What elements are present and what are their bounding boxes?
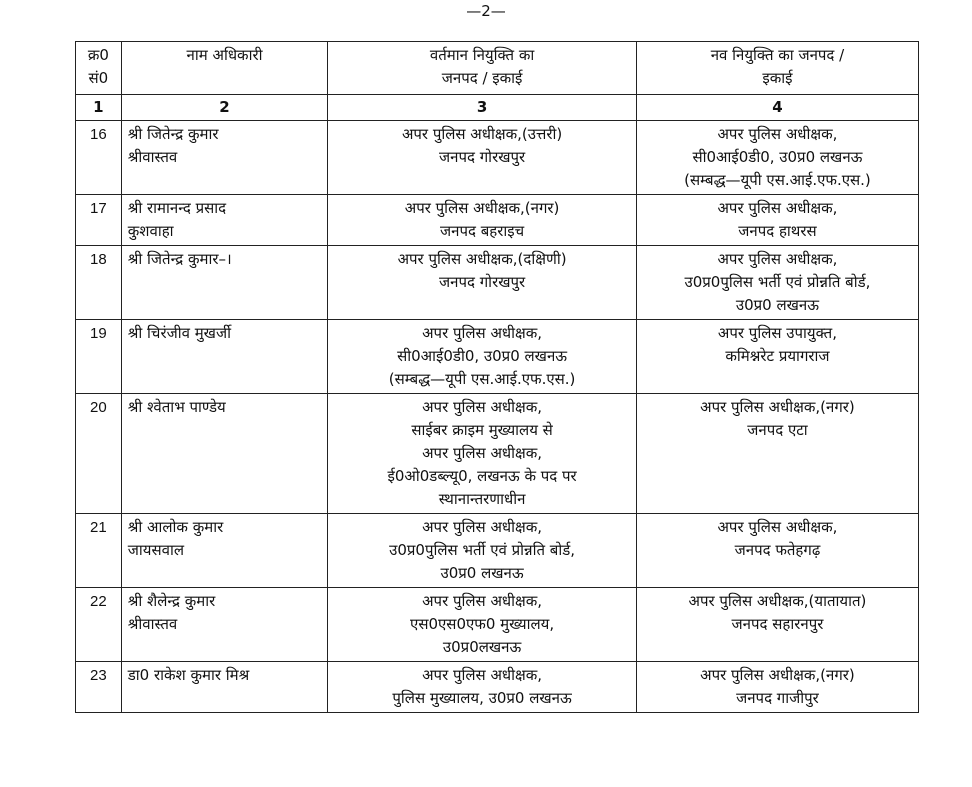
serial-number: 18 bbox=[76, 246, 122, 320]
new-posting-line: अपर पुलिस उपायुक्त, bbox=[717, 324, 837, 342]
officer-name bbox=[121, 121, 327, 195]
current-posting-line: जनपद बहराइच bbox=[440, 222, 525, 240]
serial-number: 23 bbox=[76, 662, 122, 713]
new-posting-line: उ0प्र0 लखनऊ bbox=[735, 296, 820, 314]
new-posting-line: उ0प्र0पुलिस भर्ती एवं प्रोन्नति बोर्ड, bbox=[684, 273, 871, 291]
new-posting-line: जनपद हाथरस bbox=[738, 222, 817, 240]
officer-name-line: श्री जितेन्द्र कुमार bbox=[127, 125, 219, 143]
officer-name bbox=[121, 662, 327, 713]
current-posting-line: उ0प्र0 लखनऊ bbox=[440, 564, 524, 582]
table-row bbox=[76, 121, 919, 195]
current-posting-line: पुलिस मुख्यालय, उ0प्र0 लखनऊ bbox=[392, 689, 572, 707]
officer-name-line: श्रीवास्तव bbox=[127, 148, 178, 166]
serial-number: 17 bbox=[76, 195, 122, 246]
current-posting-line: अपर पुलिस अधीक्षक, bbox=[422, 324, 543, 342]
current-posting-line: ई0ओ0डब्ल्यू0, लखनऊ के पद पर bbox=[387, 467, 577, 485]
new-posting-line: अपर पुलिस अधीक्षक,(यातायात) bbox=[688, 592, 867, 610]
current-posting-line: उ0प्र0लखनऊ bbox=[442, 638, 522, 656]
officer-name-line: डा0 राकेश कुमार मिश्र bbox=[127, 666, 250, 684]
new-posting bbox=[636, 514, 918, 588]
new-posting-line: जनपद फतेहगढ़ bbox=[734, 541, 821, 559]
current-posting bbox=[328, 195, 637, 246]
current-posting-line: अपर पुलिस अधीक्षक, bbox=[422, 666, 543, 684]
page-number: —2— bbox=[466, 2, 506, 20]
new-posting-line: कमिश्नरेट प्रयागराज bbox=[725, 347, 830, 365]
officer-name-line: श्री आलोक कुमार bbox=[127, 518, 224, 536]
officer-name-line: श्री शैलेन्द्र कुमार bbox=[127, 592, 216, 610]
current-posting-line: जनपद गोरखपुर bbox=[439, 148, 526, 166]
current-posting-line: स्थानान्तरणाधीन bbox=[438, 490, 526, 508]
current-posting bbox=[328, 588, 637, 662]
header-serial: क्र0 सं0 bbox=[76, 42, 122, 95]
current-posting-line: साईबर क्राइम मुख्यालय से bbox=[411, 421, 553, 439]
serial-number: 21 bbox=[76, 514, 122, 588]
header-name: नाम अधिकारी bbox=[121, 42, 327, 95]
current-posting bbox=[328, 121, 637, 195]
current-posting-line: (सम्बद्ध—यूपी एस.आई.एफ.एस.) bbox=[388, 370, 576, 388]
current-posting-line: अपर पुलिस अधीक्षक, bbox=[422, 518, 543, 536]
new-posting bbox=[636, 662, 918, 713]
new-posting-line: अपर पुलिस अधीक्षक, bbox=[717, 518, 838, 536]
column-number: 3 bbox=[328, 95, 637, 121]
new-posting bbox=[636, 320, 918, 394]
column-number: 1 bbox=[76, 95, 122, 121]
officer-name-line: कुशवाहा bbox=[127, 222, 174, 240]
new-posting bbox=[636, 195, 918, 246]
table-row bbox=[76, 394, 919, 514]
officer-name-line: श्री चिरंजीव मुखर्जी bbox=[127, 324, 231, 342]
current-posting bbox=[328, 320, 637, 394]
current-posting-line: अपर पुलिस अधीक्षक,(नगर) bbox=[404, 199, 560, 217]
current-posting bbox=[328, 514, 637, 588]
officer-name-line: श्री श्वेताभ पाण्डेय bbox=[127, 398, 226, 416]
column-number: 4 bbox=[636, 95, 918, 121]
current-posting-line: उ0प्र0पुलिस भर्ती एवं प्रोन्नति बोर्ड, bbox=[389, 541, 576, 559]
transfer-table bbox=[75, 41, 919, 713]
officer-name-line: जायसवाल bbox=[127, 541, 185, 559]
new-posting-line: सी0आई0डी0, उ0प्र0 लखनऊ bbox=[692, 148, 863, 166]
table-row bbox=[76, 246, 919, 320]
new-posting bbox=[636, 246, 918, 320]
officer-name bbox=[121, 195, 327, 246]
new-posting-line: अपर पुलिस अधीक्षक, bbox=[717, 125, 838, 143]
table-row bbox=[76, 195, 919, 246]
current-posting-line: अपर पुलिस अधीक्षक, bbox=[422, 592, 543, 610]
header-current-posting: वर्तमान नियुक्ति का जनपद / इकाई bbox=[328, 42, 637, 95]
serial-number: 20 bbox=[76, 394, 122, 514]
current-posting bbox=[328, 394, 637, 514]
new-posting-line: अपर पुलिस अधीक्षक,(नगर) bbox=[700, 398, 855, 416]
current-posting-line: अपर पुलिस अधीक्षक,(उत्तरी) bbox=[401, 125, 563, 143]
current-posting-line: अपर पुलिस अधीक्षक,(दक्षिणी) bbox=[397, 250, 567, 268]
serial-number: 16 bbox=[76, 121, 122, 195]
table-row bbox=[76, 514, 919, 588]
new-posting-line: जनपद एटा bbox=[747, 421, 808, 439]
officer-name bbox=[121, 514, 327, 588]
current-posting-line: जनपद गोरखपुर bbox=[439, 273, 526, 291]
officer-name bbox=[121, 394, 327, 514]
officer-name bbox=[121, 588, 327, 662]
new-posting bbox=[636, 394, 918, 514]
column-number-row bbox=[76, 95, 919, 121]
officer-name-line: श्री जितेन्द्र कुमार–। bbox=[127, 250, 232, 268]
new-posting-line: अपर पुलिस अधीक्षक,(नगर) bbox=[700, 666, 855, 684]
new-posting-line: जनपद गाजीपुर bbox=[736, 689, 819, 707]
column-number: 2 bbox=[121, 95, 327, 121]
officer-name-line: श्रीवास्तव bbox=[127, 615, 178, 633]
current-posting-line: एस0एस0एफ0 मुख्यालय, bbox=[410, 615, 555, 633]
table-row bbox=[76, 662, 919, 713]
new-posting bbox=[636, 588, 918, 662]
current-posting-line: सी0आई0डी0, उ0प्र0 लखनऊ bbox=[397, 347, 568, 365]
officer-name-line: श्री रामानन्द प्रसाद bbox=[127, 199, 227, 217]
new-posting bbox=[636, 121, 918, 195]
current-posting bbox=[328, 662, 637, 713]
current-posting-line: अपर पुलिस अधीक्षक, bbox=[422, 444, 543, 462]
officer-name bbox=[121, 246, 327, 320]
new-posting-line: अपर पुलिस अधीक्षक, bbox=[717, 199, 838, 217]
table-body bbox=[76, 121, 919, 713]
header-row bbox=[76, 42, 919, 95]
current-posting bbox=[328, 246, 637, 320]
current-posting-line: अपर पुलिस अधीक्षक, bbox=[422, 398, 543, 416]
header-new-posting: नव नियुक्ति का जनपद / इकाई bbox=[636, 42, 918, 95]
table-row bbox=[76, 588, 919, 662]
serial-number: 19 bbox=[76, 320, 122, 394]
new-posting-line: (सम्बद्ध—यूपी एस.आई.एफ.एस.) bbox=[684, 171, 871, 189]
officer-name bbox=[121, 320, 327, 394]
table-row bbox=[76, 320, 919, 394]
new-posting-line: अपर पुलिस अधीक्षक, bbox=[717, 250, 838, 268]
new-posting-line: जनपद सहारनपुर bbox=[731, 615, 824, 633]
serial-number: 22 bbox=[76, 588, 122, 662]
